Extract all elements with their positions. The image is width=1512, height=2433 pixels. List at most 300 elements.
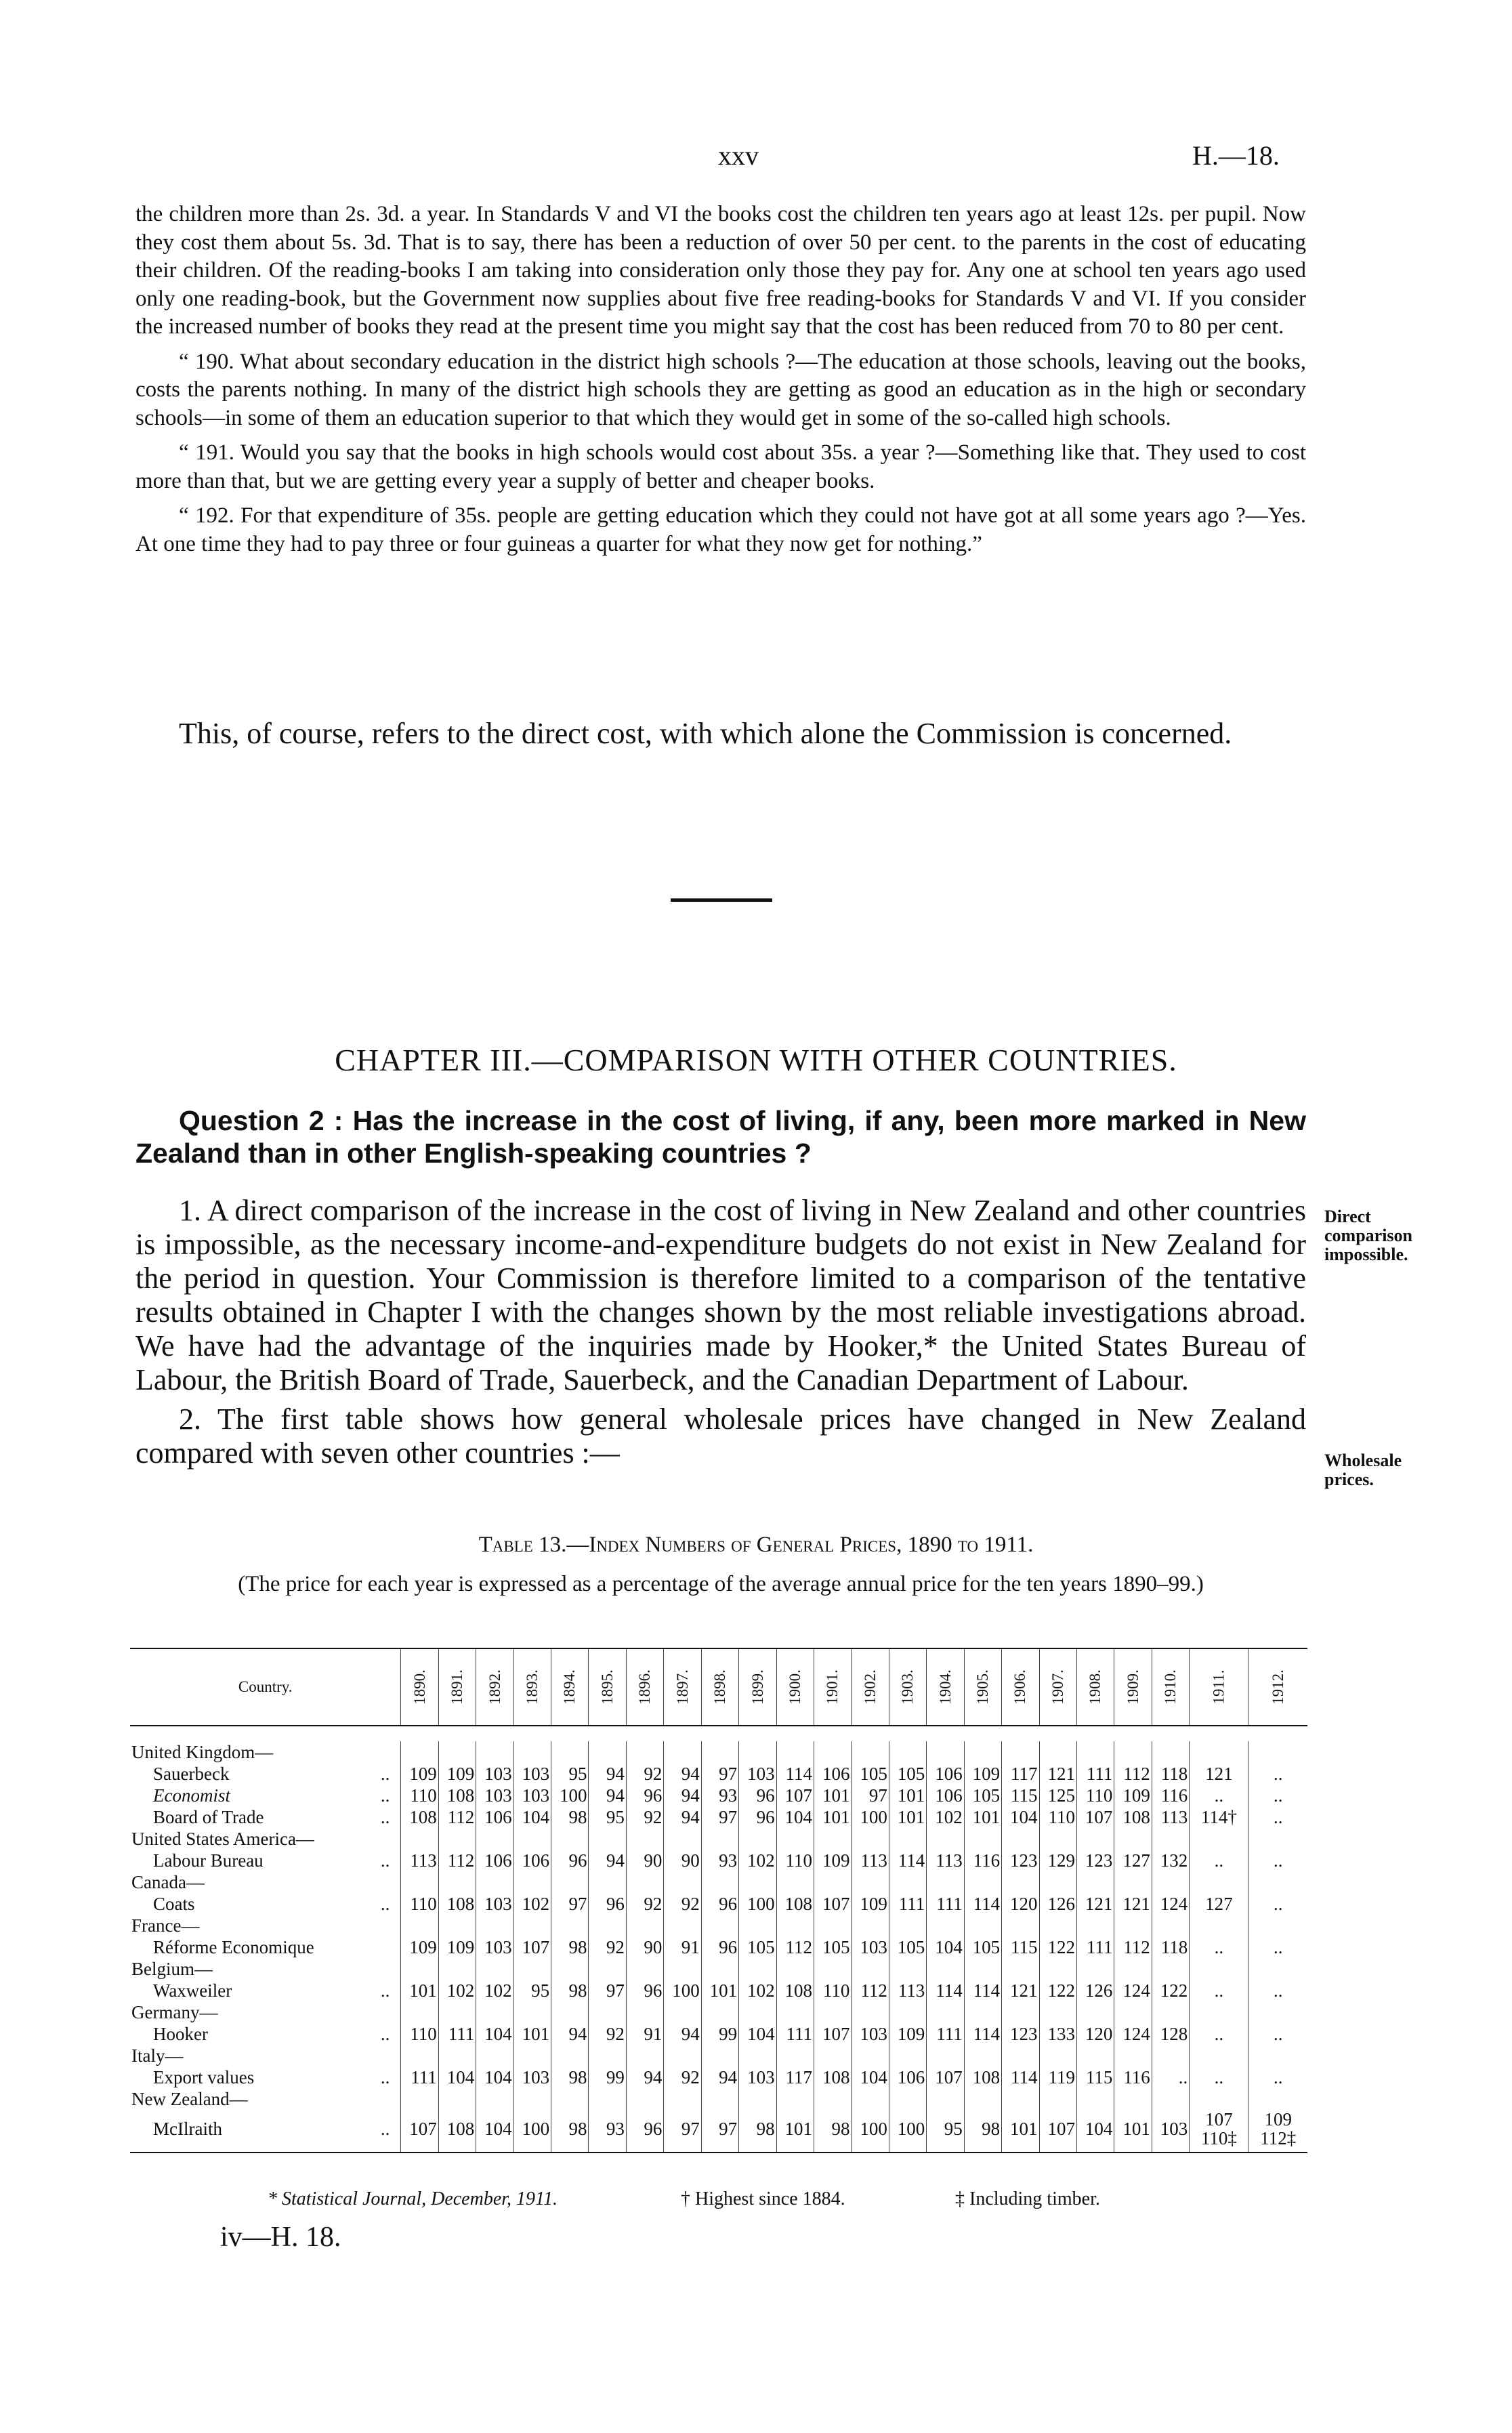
index-value-cell: 111 (1076, 1936, 1114, 1958)
source-label: Export values .. (153, 2067, 390, 2087)
year-header: 1903. (889, 1648, 926, 1726)
index-value-cell: 127 (1114, 1850, 1152, 1871)
index-value-cell: 112 (1114, 1763, 1152, 1785)
index-value-cell: 93 (701, 1850, 738, 1871)
index-value-cell: 94 (551, 2023, 589, 2045)
year-header: 1893. (513, 1648, 551, 1726)
index-value-cell: 94 (626, 2066, 663, 2088)
index-value-cell: 103 (739, 1763, 776, 1785)
index-value-cell: 108 (438, 1785, 476, 1806)
index-value-cell: 114 (889, 1850, 926, 1871)
country-name: Canada— (131, 1872, 205, 1892)
index-value-cell-y1912: .. (1248, 1980, 1307, 2001)
table-row (130, 2110, 1307, 2153)
index-value-cell: 101 (814, 1806, 852, 1828)
index-value-cell: 124 (1152, 1893, 1189, 1915)
index-value-cell: 118 (1152, 1936, 1189, 1958)
index-value-cell: 103 (476, 1785, 513, 1806)
index-value-cell: 94 (589, 1850, 626, 1871)
index-value-cell: 108 (776, 1980, 814, 2001)
index-value-cell: 99 (589, 2066, 626, 2088)
index-value-cell: 111 (438, 2023, 476, 2045)
table-caption: Table 13.—Index Numbers of General Prices, 1890 to 1911. (478, 1533, 1034, 1557)
index-value-cell: 116 (964, 1850, 1001, 1871)
index-value-cell: 117 (1002, 1763, 1039, 1785)
index-value-cell: 104 (852, 2066, 889, 2088)
index-value-cell: 109 (438, 1763, 476, 1785)
index-value-cell: 105 (964, 1936, 1001, 1958)
index-value-cell: 106 (927, 1763, 964, 1785)
index-value-cell: 110 (401, 1785, 438, 1806)
index-value-cell: 92 (626, 1763, 663, 1785)
paragraph-1: 1. A direct comparison of the increase in the cost of living in New Zealand and other countries is impossible, as the necessary income-and-expenditure budgets do not exist in New Zealand for the period in question. Your Commission is therefore limited to a comparison of the tentative results obtained in Chapter I with the changes shown by the most reliable investigations abroad. We have had the advantage of the inquiries made by Hooker,* the United States Bureau of Labour, the British Board of Trade, Sauerbeck, and the Canadian Department of Labour. (135, 1194, 1306, 1396)
index-value-cell: 97 (701, 1806, 738, 1828)
index-value-cell: .. (1152, 2066, 1189, 2088)
index-value-cell: 96 (551, 1850, 589, 1871)
index-value-cell: 92 (589, 1936, 626, 1958)
index-value-cell: 121 (1039, 1763, 1076, 1785)
year-header: 1912. (1248, 1648, 1307, 1726)
footnote-double-dagger: ‡ Including timber. (955, 2188, 1100, 2209)
index-value-cell: 90 (626, 1850, 663, 1871)
index-value-cell: 108 (964, 2066, 1001, 2088)
price-index-table (130, 1648, 1307, 2153)
year-header: 1901. (814, 1648, 852, 1726)
margin-note-direct-comparison: Direct comparison impossible. (1324, 1207, 1412, 1264)
index-value-cell: 101 (1002, 2110, 1039, 2153)
index-value-cell-y1912: .. (1248, 1763, 1307, 1785)
section-divider (671, 898, 772, 902)
index-value-cell: 97 (701, 2110, 738, 2153)
index-value-cell: 103 (476, 1893, 513, 1915)
section-text (135, 1194, 1306, 1476)
index-value-cell-y1912: .. (1248, 1936, 1307, 1958)
index-value-cell: 98 (739, 2110, 776, 2153)
index-value-cell: 113 (852, 1850, 889, 1871)
index-value-cell: 103 (852, 1936, 889, 1958)
index-value-cell-y1912: .. (1248, 1806, 1307, 1828)
index-value-cell: 112 (776, 1936, 814, 1958)
index-value-cell: 114 (964, 2023, 1001, 2045)
index-value-cell: 97 (589, 1980, 626, 2001)
index-value-cell: 113 (401, 1850, 438, 1871)
index-value-cell: 110 (814, 1980, 852, 2001)
index-value-cell: 101 (513, 2023, 551, 2045)
country-name: France— (131, 1915, 200, 1936)
country-name: New Zealand— (131, 2089, 248, 2109)
index-value-cell: 94 (701, 2066, 738, 2088)
country-group-row (130, 1871, 1307, 1893)
table-body (130, 1726, 1307, 2153)
year-header: 1890. (401, 1648, 438, 1726)
signature-mark: iv—H. 18. (220, 2222, 341, 2253)
index-value-cell: 114 (1002, 2066, 1039, 2088)
index-value-cell: 96 (626, 1980, 663, 2001)
index-value-cell-y1911: .. (1190, 1980, 1248, 2001)
index-value-cell: 102 (927, 1806, 964, 1828)
year-header: 1891. (438, 1648, 476, 1726)
index-value-cell: 116 (1152, 1785, 1189, 1806)
country-group-row (130, 2088, 1307, 2110)
year-header: 1904. (927, 1648, 964, 1726)
source-label: Coats .. (153, 1894, 390, 1914)
index-value-cell: 94 (664, 2023, 701, 2045)
index-value-cell: 98 (814, 2110, 852, 2153)
paragraph-191: “ 191. Would you say that the books in high schools would cost about 35s. a year ?—Something like that. They used to cost more than that, but we are getting every year a supply of better and cheaper books. (135, 440, 1306, 493)
index-value-cell: 123 (1076, 1850, 1114, 1871)
index-value-cell: 112 (438, 1850, 476, 1871)
index-value-cell: 102 (739, 1850, 776, 1871)
index-value-cell: 111 (889, 1893, 926, 1915)
chapter-title: CHAPTER III.—COMPARISON WITH OTHER COUNTRIES. (335, 1043, 1177, 1077)
index-value-cell: 103 (513, 1763, 551, 1785)
index-value-cell: 110 (1039, 1806, 1076, 1828)
index-value-cell: 112 (438, 1806, 476, 1828)
index-value-cell: 102 (739, 1980, 776, 2001)
country-group-row (130, 1741, 1307, 1763)
index-value-cell: 114 (964, 1980, 1001, 2001)
source-label: Réforme Economique (153, 1937, 314, 1957)
index-value-cell: 100 (513, 2110, 551, 2153)
index-value-cell: 102 (513, 1893, 551, 1915)
index-value-cell: 105 (889, 1763, 926, 1785)
source-label: McIlraith .. (130, 2110, 401, 2153)
year-header: 1902. (852, 1648, 889, 1726)
paragraph-2: 2. The first table shows how general wholesale prices have changed in New Zealand compared with seven other countries :— (135, 1402, 1306, 1470)
index-value-cell-y1911: 114† (1190, 1806, 1248, 1828)
country-name: Germany— (131, 2002, 218, 2022)
index-value-cell-y1912: .. (1248, 2023, 1307, 2045)
index-value-cell: 111 (401, 2066, 438, 2088)
index-value-cell: 122 (1039, 1980, 1076, 2001)
year-header: 1892. (476, 1648, 513, 1726)
index-value-cell: 97 (852, 1785, 889, 1806)
year-header: 1895. (589, 1648, 626, 1726)
index-value-cell: 124 (1114, 2023, 1152, 2045)
index-value-cell: 94 (664, 1785, 701, 1806)
table-row (130, 2023, 1307, 2045)
index-value-cell: 107 (814, 2023, 852, 2045)
index-value-cell: 98 (551, 2110, 589, 2153)
index-value-cell: 121 (1002, 1980, 1039, 2001)
index-value-cell: 92 (626, 1893, 663, 1915)
country-name: United Kingdom— (131, 1742, 274, 1762)
index-value-cell: 133 (1039, 2023, 1076, 2045)
index-value-cell: 104 (1002, 1806, 1039, 1828)
index-value-cell: 107 (401, 2110, 438, 2153)
index-value-cell: 101 (889, 1806, 926, 1828)
index-value-cell: 109 (889, 2023, 926, 2045)
index-value-cell: 117 (776, 2066, 814, 2088)
index-value-cell: 109 (401, 1936, 438, 1958)
index-value-cell: 91 (664, 1936, 701, 1958)
country-group-row (130, 1915, 1307, 1936)
margin-note-wholesale-prices: Wholesale prices. (1324, 1451, 1402, 1489)
index-value-cell: 101 (1114, 2110, 1152, 2153)
index-value-cell: 103 (739, 2066, 776, 2088)
index-value-cell: 100 (551, 1785, 589, 1806)
index-value-cell: 96 (589, 1893, 626, 1915)
index-value-cell-y1911: .. (1190, 2066, 1248, 2088)
index-value-cell: 122 (1152, 1980, 1189, 2001)
index-value-cell-y1911: 121 (1190, 1763, 1248, 1785)
index-value-cell: 126 (1039, 1893, 1076, 1915)
index-value-cell: 113 (1152, 1806, 1189, 1828)
index-value-cell: 94 (664, 1806, 701, 1828)
paragraph-192: “ 192. For that expenditure of 35s. people are getting education which they could not have got at all some years ago ?—Yes. At one time they had to pay three or four guineas a quarter for what they now get for nothing.” (135, 503, 1306, 556)
index-value-cell: 97 (664, 2110, 701, 2153)
index-value-cell: 109 (1114, 1785, 1152, 1806)
index-value-cell: 106 (889, 2066, 926, 2088)
index-value-cell-y1912: 109 112‡ (1248, 2110, 1307, 2153)
year-header: 1907. (1039, 1648, 1076, 1726)
index-value-cell: 92 (664, 2066, 701, 2088)
year-header: 1910. (1152, 1648, 1189, 1726)
index-value-cell: 94 (589, 1763, 626, 1785)
index-value-cell: 114 (776, 1763, 814, 1785)
index-value-cell: 92 (626, 1806, 663, 1828)
index-value-cell: 111 (927, 2023, 964, 2045)
country-name: Belgium— (131, 1959, 213, 1979)
index-value-cell: 118 (1152, 1763, 1189, 1785)
index-value-cell-y1911: .. (1190, 1785, 1248, 1806)
index-value-cell: 108 (1114, 1806, 1152, 1828)
index-value-cell: 106 (476, 1806, 513, 1828)
year-header: 1896. (626, 1648, 663, 1726)
index-value-cell: 96 (739, 1785, 776, 1806)
index-value-cell: 96 (626, 1785, 663, 1806)
index-value-cell: 95 (513, 1980, 551, 2001)
index-value-cell: 91 (626, 2023, 663, 2045)
country-name: Italy— (131, 2045, 184, 2066)
footnote-dagger: † Highest since 1884. (681, 2188, 845, 2209)
index-value-cell: 105 (814, 1936, 852, 1958)
index-value-cell: 113 (927, 1850, 964, 1871)
index-value-cell: 106 (814, 1763, 852, 1785)
index-value-cell: 101 (964, 1806, 1001, 1828)
index-value-cell: 101 (776, 2110, 814, 2153)
index-value-cell: 126 (1076, 1980, 1114, 2001)
index-value-cell: 98 (551, 1806, 589, 1828)
index-value-cell: 97 (701, 1763, 738, 1785)
index-value-cell-y1911: .. (1190, 2023, 1248, 2045)
index-value-cell: 115 (1076, 2066, 1114, 2088)
year-header: 1909. (1114, 1648, 1152, 1726)
index-value-cell: 107 (1076, 1806, 1114, 1828)
index-value-cell: 112 (852, 1980, 889, 2001)
index-value-cell: 96 (701, 1893, 738, 1915)
index-value-cell: 97 (551, 1893, 589, 1915)
index-value-cell: 128 (1152, 2023, 1189, 2045)
paragraph: the children more than 2s. 3d. a year. In Standards V and VI the books cost the children ten years ago at least 12s. per pupil. Now they cost them about 5s. 3d. That is to say, there has been a reduction of over 50 per cent. to the parents in the cost of educating their children. Of the reading-books I am taking into consideration only those they pay for. Any one at school ten years ago used only one reading-book, but the Government now supplies about five free reading-books for Standards V and VI. If you consider the increased number of books they read at the present time you might say that the cost has been reduced from 70 to 80 per cent. (135, 202, 1306, 339)
table-row (130, 1936, 1307, 1958)
index-value-cell: 111 (1076, 1763, 1114, 1785)
table-row (130, 1980, 1307, 2001)
index-value-cell: 129 (1039, 1850, 1076, 1871)
index-value-cell-y1911: .. (1190, 1850, 1248, 1871)
year-header: 1906. (1002, 1648, 1039, 1726)
index-value-cell: 92 (664, 1893, 701, 1915)
table-row (130, 1806, 1307, 1828)
index-value-cell: 108 (814, 2066, 852, 2088)
index-value-cell: 110 (1076, 1785, 1114, 1806)
source-label: Waxweiler .. (153, 1980, 390, 2001)
source-label: Board of Trade .. (153, 1807, 390, 1827)
index-value-cell: 102 (476, 1980, 513, 2001)
index-value-cell: 124 (1114, 1980, 1152, 2001)
index-value-cell: 109 (964, 1763, 1001, 1785)
index-value-cell: 90 (664, 1850, 701, 1871)
index-value-cell: 100 (889, 2110, 926, 2153)
year-header: 1894. (551, 1648, 589, 1726)
country-group-row (130, 2001, 1307, 2023)
paragraph-190: “ 190. What about secondary education in the district high schools ?—The education at those schools, leaving out the books, costs the parents nothing. In many of the district high schools they are getting as good an education as in the high or secondary schools—in some of them an education superior to that which they would get in some of the so-called high schools. (135, 349, 1306, 430)
intro-text (135, 201, 1306, 565)
index-value-cell-y1912: .. (1248, 1893, 1307, 1915)
index-value-cell: 109 (852, 1893, 889, 1915)
index-value-cell: 90 (626, 1936, 663, 1958)
index-value-cell: 106 (927, 1785, 964, 1806)
index-value-cell: 95 (551, 1763, 589, 1785)
index-value-cell: 103 (852, 2023, 889, 2045)
index-value-cell: 123 (1002, 1850, 1039, 1871)
index-value-cell: 94 (589, 1785, 626, 1806)
year-header: 1905. (964, 1648, 1001, 1726)
index-value-cell: 92 (589, 2023, 626, 2045)
index-value-cell: 104 (776, 1806, 814, 1828)
index-value-cell: 113 (889, 1980, 926, 2001)
source-label: Hooker .. (153, 2024, 390, 2044)
index-value-cell: 100 (664, 1980, 701, 2001)
index-value-cell: 108 (776, 1893, 814, 1915)
index-value-cell: 125 (1039, 1785, 1076, 1806)
source-label: Sauerbeck .. (153, 1764, 390, 1784)
table-header-row (130, 1648, 1307, 1726)
index-value-cell: 100 (739, 1893, 776, 1915)
index-value-cell: 120 (1002, 1893, 1039, 1915)
table-row (130, 1893, 1307, 1915)
index-value-cell: 107 (776, 1785, 814, 1806)
index-value-cell: 105 (739, 1936, 776, 1958)
year-header: 1900. (776, 1648, 814, 1726)
concluding-text (135, 717, 1306, 756)
index-value-cell: 121 (1076, 1893, 1114, 1915)
index-value-cell: 106 (513, 1850, 551, 1871)
index-value-cell: 114 (927, 1980, 964, 2001)
index-value-cell: 109 (401, 1763, 438, 1785)
country-column-header: Country. (130, 1648, 401, 1726)
index-value-cell: 107 (927, 2066, 964, 2088)
index-value-cell: 121 (1114, 1893, 1152, 1915)
index-value-cell: 101 (814, 1785, 852, 1806)
index-value-cell: 98 (551, 1936, 589, 1958)
page-number: xxv (718, 140, 759, 171)
index-value-cell: 123 (1002, 2023, 1039, 2045)
index-value-cell: 112 (1114, 1936, 1152, 1958)
index-value-cell: 107 (814, 1893, 852, 1915)
index-value-cell: 103 (476, 1763, 513, 1785)
index-value-cell: 107 (513, 1936, 551, 1958)
index-value-cell: 100 (852, 2110, 889, 2153)
index-value-cell: 98 (964, 2110, 1001, 2153)
document-reference: H.—18. (1192, 140, 1280, 171)
index-value-cell: 100 (852, 1806, 889, 1828)
index-value-cell: 111 (776, 2023, 814, 2045)
index-value-cell: 99 (701, 2023, 738, 2045)
year-header: 1911. (1190, 1648, 1248, 1726)
index-value-cell-y1912: .. (1248, 1785, 1307, 1806)
index-value-cell: 109 (438, 1936, 476, 1958)
index-value-cell: 110 (776, 1850, 814, 1871)
index-value-cell: 104 (739, 2023, 776, 2045)
table-row (130, 2066, 1307, 2088)
concluding-paragraph: This, of course, refers to the direct cost, with which alone the Commission is concerned. (179, 717, 1232, 750)
index-value-cell-y1911: .. (1190, 1936, 1248, 1958)
index-value-cell: 107 (1039, 2110, 1076, 2153)
index-value-cell: 96 (626, 2110, 663, 2153)
index-value-cell: 110 (401, 2023, 438, 2045)
index-value-cell: 96 (739, 1806, 776, 1828)
year-header: 1898. (701, 1648, 738, 1726)
index-value-cell: 104 (476, 2110, 513, 2153)
index-value-cell: 93 (701, 1785, 738, 1806)
index-value-cell: 105 (889, 1936, 926, 1958)
country-name: United States America— (131, 1829, 314, 1849)
year-header: 1908. (1076, 1648, 1114, 1726)
index-value-cell: 102 (438, 1980, 476, 2001)
index-value-cell: 103 (1152, 2110, 1189, 2153)
index-value-cell: 103 (476, 1936, 513, 1958)
index-value-cell: 98 (551, 2066, 589, 2088)
index-value-cell: 104 (476, 2066, 513, 2088)
index-value-cell-y1912: .. (1248, 1850, 1307, 1871)
country-group-row (130, 1958, 1307, 1980)
index-value-cell-y1911: 127 (1190, 1893, 1248, 1915)
footnote-star: * Statistical Journal, December, 1911. (268, 2188, 558, 2209)
index-value-cell: 104 (438, 2066, 476, 2088)
table-note: (The price for each year is expressed as a percentage of the average annual price for the ten years 1890–99.) (238, 1572, 1204, 1596)
index-value-cell: 101 (401, 1980, 438, 2001)
year-header: 1899. (739, 1648, 776, 1726)
index-value-cell: 93 (589, 2110, 626, 2153)
index-value-cell: 95 (927, 2110, 964, 2153)
index-value-cell: 105 (964, 1785, 1001, 1806)
index-value-cell: 104 (927, 1936, 964, 1958)
index-value-cell: 106 (476, 1850, 513, 1871)
index-value-cell: 103 (513, 2066, 551, 2088)
index-value-cell-y1911: 107 110‡ (1190, 2110, 1248, 2153)
index-value-cell-y1912: .. (1248, 2066, 1307, 2088)
index-value-cell: 110 (401, 1893, 438, 1915)
index-value-cell: 105 (852, 1763, 889, 1785)
index-value-cell: 119 (1039, 2066, 1076, 2088)
index-value-cell: 111 (927, 1893, 964, 1915)
table-row (130, 1763, 1307, 1785)
index-value-cell: 98 (551, 1980, 589, 2001)
index-value-cell: 101 (889, 1785, 926, 1806)
index-value-cell: 116 (1114, 2066, 1152, 2088)
index-value-cell: 120 (1076, 2023, 1114, 2045)
index-value-cell: 109 (814, 1850, 852, 1871)
index-value-cell: 108 (438, 1893, 476, 1915)
source-label: Economist .. (153, 1785, 390, 1806)
index-value-cell: 101 (701, 1980, 738, 2001)
index-value-cell: 115 (1002, 1936, 1039, 1958)
index-value-cell: 94 (664, 1763, 701, 1785)
question-heading: Question 2 : Has the increase in the cost of living, if any, been more marked in New Zealand than in other English-speaking countries ? (135, 1105, 1306, 1169)
index-value-cell: 104 (476, 2023, 513, 2045)
year-header: 1897. (664, 1648, 701, 1726)
